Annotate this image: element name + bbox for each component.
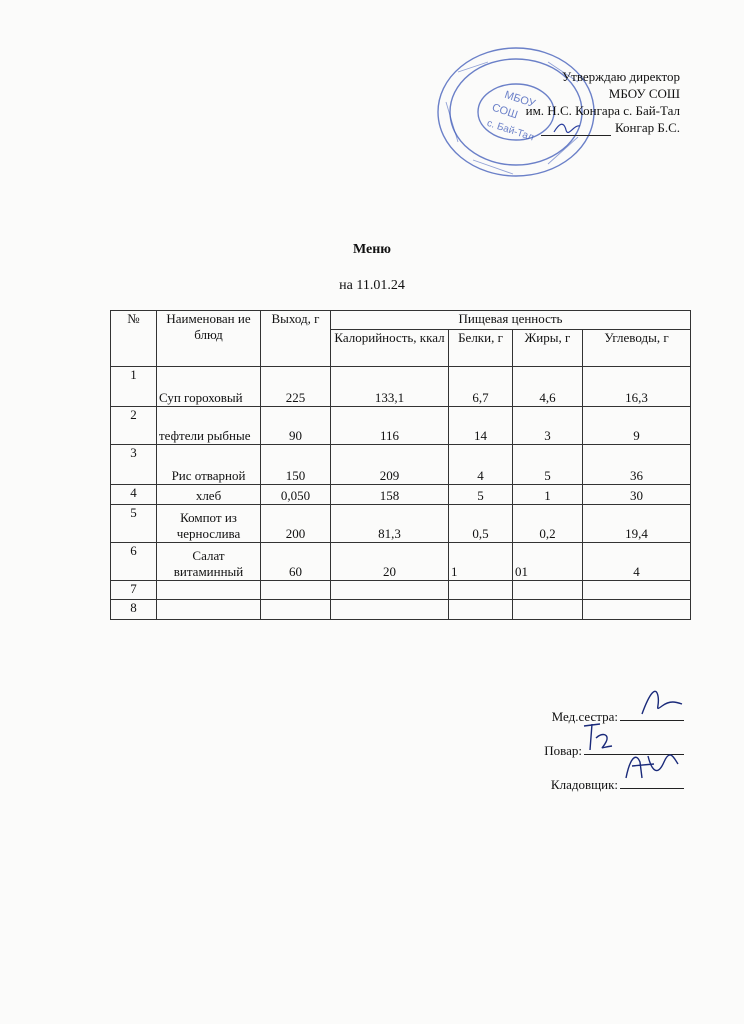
cell-fat: 01 [513, 543, 583, 581]
svg-text:с. Бай-Тал: с. Бай-Тал [485, 117, 536, 144]
cell-carbs [583, 581, 691, 600]
cell-name: Рис отварной [157, 445, 261, 485]
header-carbs: Углеводы, г [583, 330, 691, 367]
cell-protein: 6,7 [449, 367, 513, 407]
svg-text:СОШ: СОШ [490, 101, 520, 122]
nurse-signature [636, 684, 684, 720]
menu-date: на 11.01.24 [339, 278, 405, 293]
cell-fat: 1 [513, 485, 583, 505]
cell-fat [513, 581, 583, 600]
cell-protein: 4 [449, 445, 513, 485]
cell-fat: 4,6 [513, 367, 583, 407]
cell-num: 4 [111, 485, 157, 505]
cell-calories: 20 [331, 543, 449, 581]
cell-protein: 14 [449, 407, 513, 445]
cell-output: 60 [261, 543, 331, 581]
table-row [111, 600, 691, 620]
cell-num: 5 [111, 505, 157, 543]
cell-num: 3 [111, 445, 157, 485]
cell-protein: 5 [449, 485, 513, 505]
header-protein: Белки, г [449, 330, 513, 367]
cell-fat: 5 [513, 445, 583, 485]
header-name: Наименован ие блюд [157, 311, 261, 367]
cell-name: тефтели рыбные [157, 407, 261, 445]
cell-fat [513, 600, 583, 620]
cell-carbs: 4 [583, 543, 691, 581]
storekeeper-label: Кладовщик: [550, 777, 618, 792]
approval-line-4 [526, 119, 680, 136]
cell-name [157, 581, 261, 600]
cell-carbs: 36 [583, 445, 691, 485]
header-nutrition: Пищевая ценность [331, 311, 691, 330]
director-signature [552, 118, 582, 136]
table-row [111, 367, 691, 407]
cell-fat: 0,2 [513, 505, 583, 543]
cell-calories [331, 600, 449, 620]
approval-line-3: им. Н.С. Конгара с. Бай-Тал [525, 103, 680, 118]
cell-name: Суп гороховый [157, 367, 261, 407]
cook-label: Повар: [544, 743, 582, 758]
approval-line-2: МБОУ СОШ [608, 86, 680, 101]
cell-calories: 209 [331, 445, 449, 485]
nurse-label: Мед.сестра: [551, 709, 618, 724]
cell-calories: 81,3 [331, 505, 449, 543]
cell-protein: 1 [449, 543, 513, 581]
cell-num: 1 [111, 367, 157, 407]
table-row [111, 581, 691, 600]
page-title: Меню [352, 242, 391, 257]
cell-carbs: 16,3 [583, 367, 691, 407]
table-row [111, 543, 691, 581]
cell-calories: 158 [331, 485, 449, 505]
director-name: Конгар Б.С. [615, 120, 680, 135]
cell-num: 8 [111, 600, 157, 620]
cell-num: 6 [111, 543, 157, 581]
table-row [111, 505, 691, 543]
cell-calories: 116 [331, 407, 449, 445]
cell-calories: 133,1 [331, 367, 449, 407]
cell-output: 150 [261, 445, 331, 485]
cell-fat: 3 [513, 407, 583, 445]
cell-num: 7 [111, 581, 157, 600]
table-row [111, 407, 691, 445]
header-num: № [111, 311, 157, 367]
cell-protein: 0,5 [449, 505, 513, 543]
cell-carbs: 30 [583, 485, 691, 505]
cell-name: Компот из чернослива [157, 505, 261, 543]
menu-table [110, 310, 691, 620]
cell-protein [449, 600, 513, 620]
approval-block [526, 68, 680, 136]
cell-num: 2 [111, 407, 157, 445]
table-row [111, 485, 691, 505]
cell-output: 200 [261, 505, 331, 543]
cell-name [157, 600, 261, 620]
approval-line-1: Утверждаю директор [561, 69, 680, 84]
cell-output: 90 [261, 407, 331, 445]
header-fat: Жиры, г [513, 330, 583, 367]
header-output: Выход, г [261, 311, 331, 367]
storekeeper-signature [622, 748, 680, 782]
svg-text:МБОУ: МБОУ [502, 88, 537, 111]
cell-output [261, 600, 331, 620]
table-row [111, 445, 691, 485]
cook-signature [580, 720, 616, 754]
cell-output: 0,050 [261, 485, 331, 505]
cell-calories [331, 581, 449, 600]
cell-name: хлеб [157, 485, 261, 505]
cell-output: 225 [261, 367, 331, 407]
cell-carbs [583, 600, 691, 620]
cell-carbs: 19,4 [583, 505, 691, 543]
cell-name: Салат витаминный [157, 543, 261, 581]
cell-output [261, 581, 331, 600]
cell-protein [449, 581, 513, 600]
cell-carbs: 9 [583, 407, 691, 445]
header-calories: Калорийность, ккал [331, 330, 449, 367]
